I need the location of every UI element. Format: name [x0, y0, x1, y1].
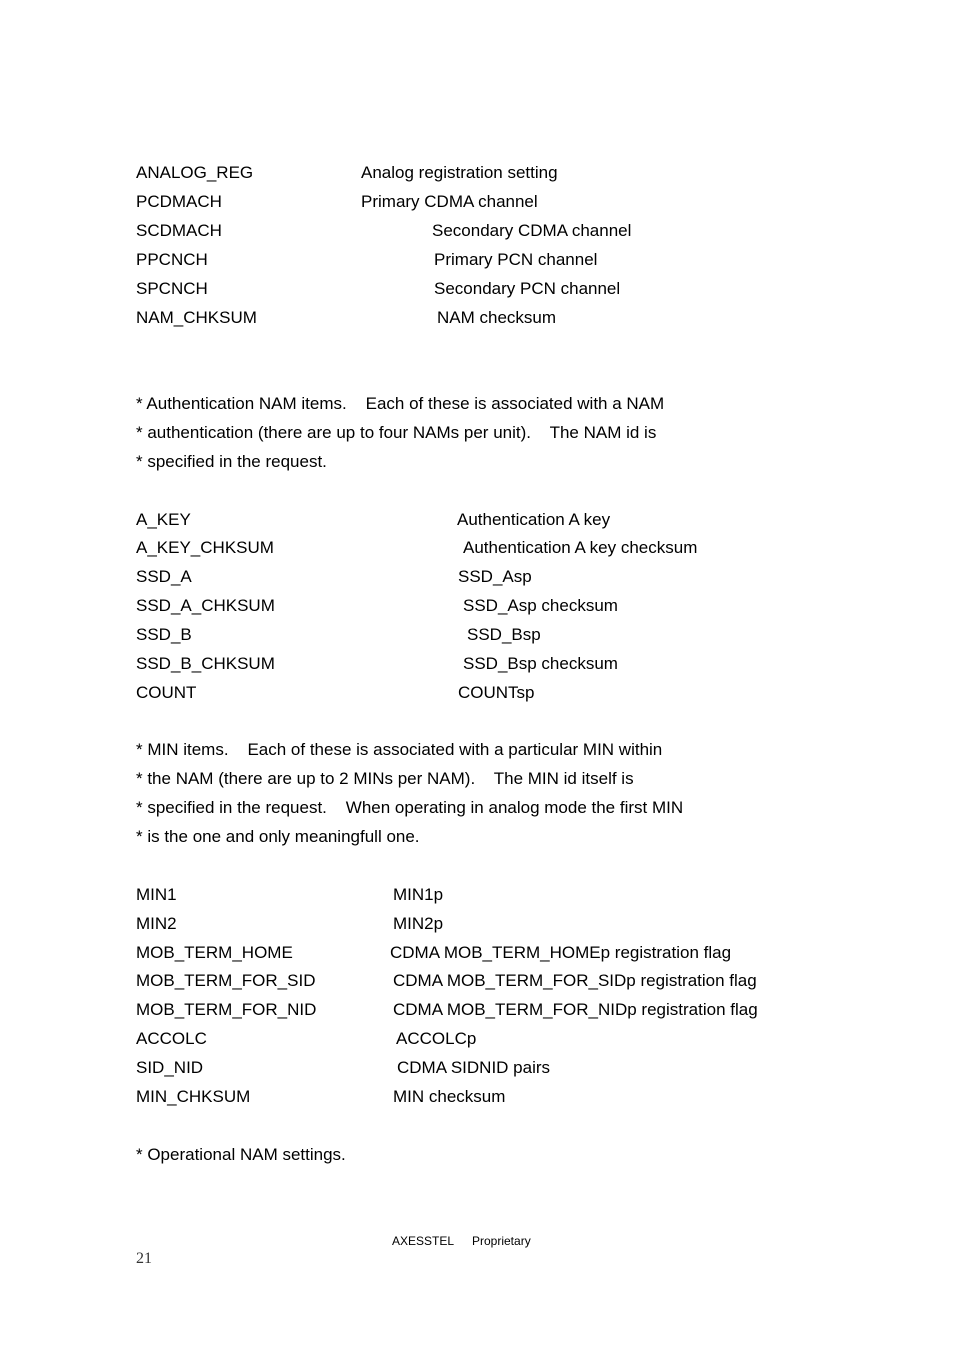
auth-comment-line: * authentication (there are up to four NAMs per unit). The NAM id is [136, 423, 657, 442]
min-comment-line: * the NAM (there are up to 2 MINs per NAM). The MIN id itself is [136, 769, 634, 788]
min-item-name: SID_NID [136, 1058, 204, 1077]
nam-item-name: SCDMACH [136, 221, 222, 240]
nam-item-desc: Primary PCN channel [434, 250, 598, 269]
nam-item-name: PPCNCH [136, 250, 208, 269]
footer-company: AXESSTEL [392, 1234, 455, 1248]
auth-item-name: SSD_A [136, 567, 192, 586]
nam-item-desc: Secondary CDMA channel [432, 221, 632, 240]
nam-item-name: SPCNCH [136, 279, 208, 298]
auth-item-desc: SSD_Asp [458, 567, 532, 586]
auth-item-desc: COUNTsp [458, 683, 535, 702]
min-comment-line: * MIN items. Each of these is associated with a particular MIN within [136, 740, 663, 759]
nam-item-desc: NAM checksum [437, 308, 557, 327]
auth-item-desc: Authentication A key [457, 510, 611, 529]
min-item-desc: CDMA MOB_TERM_FOR_NIDp registration flag [393, 1000, 758, 1019]
auth-comment-line: * specified in the request. [136, 452, 327, 471]
min-item-desc: CDMA SIDNID pairs [397, 1058, 551, 1077]
min-item-desc: CDMA MOB_TERM_FOR_SIDp registration flag [393, 971, 757, 990]
nam-item-name: PCDMACH [136, 192, 222, 211]
auth-item-name: A_KEY_CHKSUM [136, 538, 274, 557]
min-item-desc: ACCOLCp [396, 1029, 477, 1048]
min-item-desc: CDMA MOB_TERM_HOMEp registration flag [390, 943, 732, 962]
page-number: 21 [136, 1250, 152, 1267]
min-item-name: ACCOLC [136, 1029, 207, 1048]
min-item-name: MIN1 [136, 885, 177, 904]
min-item-name: MIN2 [136, 914, 177, 933]
auth-item-name: COUNT [136, 683, 197, 702]
min-item-desc: MIN checksum [393, 1087, 506, 1106]
min-item-name: MOB_TERM_FOR_NID [136, 1000, 317, 1019]
min-item-desc: MIN2p [393, 914, 444, 933]
min-comment-line: * specified in the request. When operating in analog mode the first MIN [136, 798, 684, 817]
nam-item-desc: Analog registration setting [361, 163, 558, 182]
auth-item-name: SSD_A_CHKSUM [136, 596, 275, 615]
auth-item-desc: SSD_Asp checksum [463, 596, 618, 615]
nam-item-desc: Secondary PCN channel [434, 279, 621, 298]
auth-comment-line: * Authentication NAM items. Each of these is associated with a NAM [136, 394, 665, 413]
nam-item-name: NAM_CHKSUM [136, 308, 257, 327]
auth-item-desc: SSD_Bsp [467, 625, 541, 644]
min-item-name: MOB_TERM_HOME [136, 943, 293, 962]
min-item-name: MOB_TERM_FOR_SID [136, 971, 316, 990]
auth-item-name: SSD_B_CHKSUM [136, 654, 275, 673]
operational-comment: * Operational NAM settings. [136, 1145, 346, 1164]
auth-item-desc: Authentication A key checksum [463, 538, 698, 557]
auth-item-name: SSD_B [136, 625, 192, 644]
auth-item-name: A_KEY [136, 510, 191, 529]
min-item-desc: MIN1p [393, 885, 444, 904]
footer-label: Proprietary [472, 1234, 531, 1248]
auth-item-desc: SSD_Bsp checksum [463, 654, 618, 673]
min-comment-line: * is the one and only meaningfull one. [136, 827, 420, 846]
min-item-name: MIN_CHKSUM [136, 1087, 251, 1106]
nam-item-name: ANALOG_REG [136, 163, 254, 182]
nam-item-desc: Primary CDMA channel [361, 192, 538, 211]
